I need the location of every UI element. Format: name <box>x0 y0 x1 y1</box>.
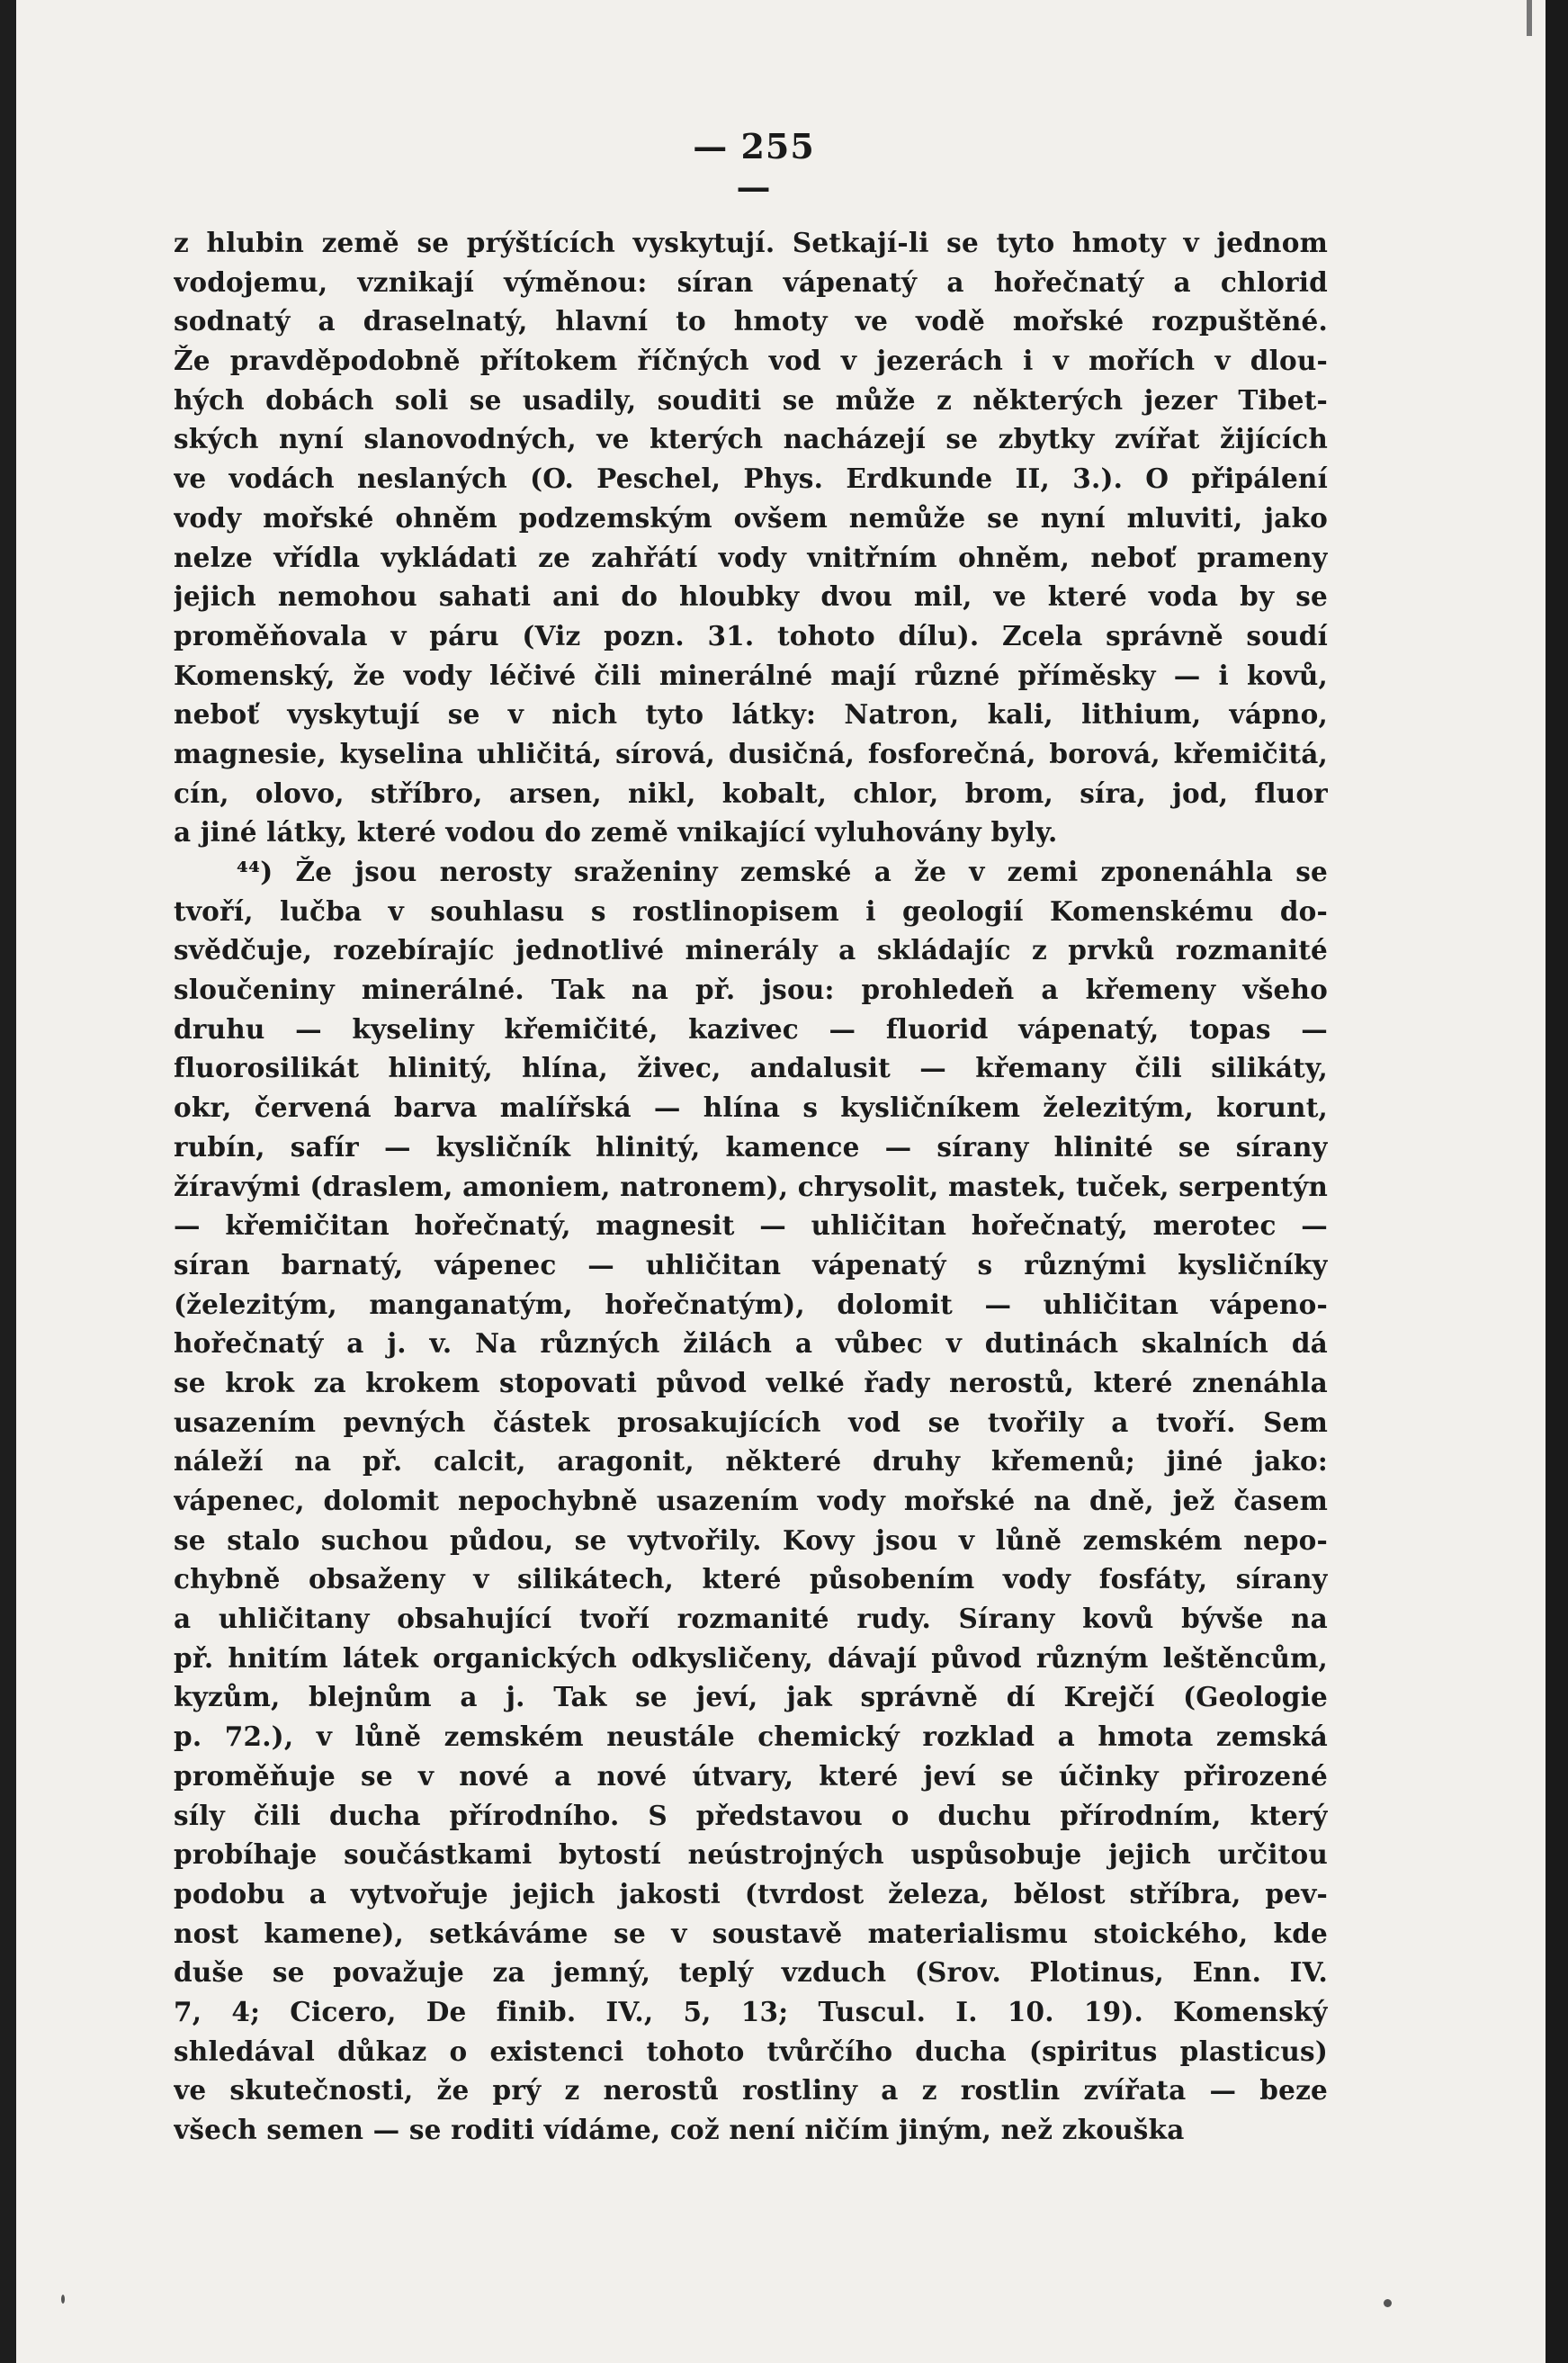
text-line: tvoří, lučba v souhlasu s rostlinopisem i geologií Komenskému do- <box>174 894 1328 927</box>
text-line: duše se považuje za jemný, teplý vzduch (Srov. Plotinus, Enn. IV. <box>174 1956 1328 1989</box>
text-line: vápenec, dolomit nepochybně usazením vody mořské na dně, jež časem <box>174 1485 1328 1516</box>
text-line: ských nyní slanovodných, ve kterých nacházejí se zbytky zvířat žijících <box>174 423 1328 455</box>
text-line: usazením pevných částek prosakujících vod se tvořily a tvoří. Sem <box>174 1406 1328 1438</box>
scan-speck <box>1384 2299 1392 2307</box>
text-line: př. hnitím látek organických odkysličeny, dávají původ různým leštěncům, <box>174 1641 1328 1674</box>
text-line: okr, červená barva malířská — hlína s kysličníkem železitým, korunt, <box>174 1092 1328 1124</box>
text-line: nelze vřídla vykládati ze zahřátí vody vnitřním ohněm, neboť prameny <box>174 541 1328 573</box>
text-line: z hlubin země se prýštících vyskytují. Setkají-li se tyto hmoty v jednom <box>174 227 1328 258</box>
text-line: všech semen — se roditi vídáme, což není ničím jiným, než zkouška <box>174 2114 1185 2145</box>
text-line: fluorosilikát hlinitý, hlína, živec, andalusit — křemany čili silikáty, <box>174 1052 1328 1084</box>
page-number: — 255 — <box>693 126 815 207</box>
text-line: sloučeniny minerálné. Tak na př. jsou: prohledeň a křemeny všeho <box>174 974 1328 1006</box>
text-line: a jiné látky, které vodou do země vnikající vyluhovány byly. <box>174 816 1058 849</box>
text-line: žíravými (draslem, amoniem, natronem), chrysolit, mastek, tuček, serpentýn <box>174 1170 1328 1202</box>
text-line: rubín, safír — kysličník hlinitý, kamence — sírany hlinité se sírany <box>174 1130 1328 1163</box>
text-line: Komenský, že vody léčivé čili minerálné mají různé příměsky — i kovů, <box>174 659 1328 691</box>
scan-edge-left <box>0 0 16 2363</box>
text-line: 7, 4; Cicero, De finib. IV., 5, 13; Tuscul. I. 10. 19). Komenský <box>174 1995 1328 2027</box>
text-line: probíhaje součástkami bytostí neústrojných uspůsobuje jejich určitou <box>174 1838 1328 1871</box>
text-line: ⁴⁴) Že jsou nerosty sraženiny zemské a že v zemi zponenáhla se <box>237 856 1328 887</box>
text-line: a uhličitany obsahující tvoří rozmanité rudy. Sírany kovů bývše na <box>174 1603 1328 1635</box>
text-line: — křemičitan hořečnatý, magnesit — uhličitan hořečnatý, merotec — <box>174 1209 1328 1242</box>
text-line: Že pravděpodobně přítokem říčných vod v jezerách i v mořích v dlou- <box>174 345 1328 377</box>
text-line: nost kamene), setkáváme se v soustavě materialismu stoického, kde <box>174 1917 1328 1949</box>
text-line: (železitým, manganatým, hořečnatým), dolomit — uhličitan vápeno- <box>174 1288 1328 1320</box>
scan-edge-right <box>1546 0 1568 2363</box>
text-line: proměňovala v páru (Viz pozn. 31. tohoto dílu). Zcela správně soudí <box>174 619 1328 651</box>
text-line: síly čili ducha přírodního. S představou o duchu přírodním, který <box>174 1799 1328 1831</box>
text-line: hořečnatý a j. v. Na různých žilách a vůbec v dutinách skalních dá <box>174 1327 1328 1360</box>
text-line: ve skutečnosti, že prý z nerostů rostliny a z rostlin zvířata — beze <box>174 2074 1328 2107</box>
text-line: vodojemu, vznikají výměnou: síran vápenatý a hořečnatý a chlorid <box>174 265 1328 298</box>
text-line: se krok za krokem stopovati původ velké řady nerostů, které znenáhla <box>174 1366 1328 1398</box>
text-line: vody mořské ohněm podzemským ovšem nemůže se nyní mluviti, jako <box>174 501 1328 534</box>
text-line: jejich nemohou sahati ani do hloubky dvou mil, ve které voda by se <box>174 580 1328 613</box>
body-text <box>174 223 1328 2150</box>
text-line: sodnatý a draselnatý, hlavní to hmoty ve vodě mořské rozpuštěné. <box>174 305 1328 337</box>
text-line: p. 72.), v lůně zemském neustále chemický rozklad a hmota zemská <box>174 1721 1328 1753</box>
text-line: hých dobách soli se usadily, souditi se může z některých jezer Tibet- <box>174 383 1328 416</box>
text-line: proměňuje se v nové a nové útvary, které jeví se účinky přirozené <box>174 1759 1328 1792</box>
text-line: podobu a vytvořuje jejich jakosti (tvrdost železa, bělost stříbra, pev- <box>174 1877 1328 1909</box>
text-line: shledával důkaz o existenci tohoto tvůrčího ducha (spiritus plasticus) <box>174 2035 1328 2067</box>
text-line: síran barnatý, vápenec — uhličitan vápenatý s různými kysličníky <box>174 1248 1328 1280</box>
scan-fold-mark <box>1527 0 1532 36</box>
text-line: kyzům, blejnům a j. Tak se jeví, jak správně dí Krejčí (Geologie <box>174 1681 1328 1713</box>
book-page <box>16 0 1546 2363</box>
scan-speck <box>61 2295 65 2304</box>
text-line: magnesie, kyselina uhličitá, sírová, dusičná, fosforečná, borová, křemičitá, <box>174 737 1328 769</box>
text-line: svědčuje, rozebírajíc jednotlivé minerály a skládajíc z prvků rozmanité <box>174 934 1328 966</box>
text-line: druhu — kyseliny křemičité, kazivec — fluorid vápenatý, topas — <box>174 1012 1328 1045</box>
text-line: se stalo suchou půdou, se vytvořily. Kovy jsou v lůně zemském nepo- <box>174 1523 1328 1556</box>
text-line: neboť vyskytují se v nich tyto látky: Natron, kali, lithium, vápno, <box>174 698 1328 731</box>
text-line: chybně obsaženy v silikátech, které působením vody fosfáty, sírany <box>174 1563 1328 1595</box>
text-line: cín, olovo, stříbro, arsen, nikl, kobalt, chlor, brom, síra, jod, fluor <box>174 777 1328 809</box>
text-line: náleží na př. calcit, aragonit, některé druhy křemenů; jiné jako: <box>174 1445 1328 1478</box>
text-line: ve vodách neslaných (O. Peschel, Phys. Erdkunde II, 3.). O připálení <box>174 463 1328 495</box>
